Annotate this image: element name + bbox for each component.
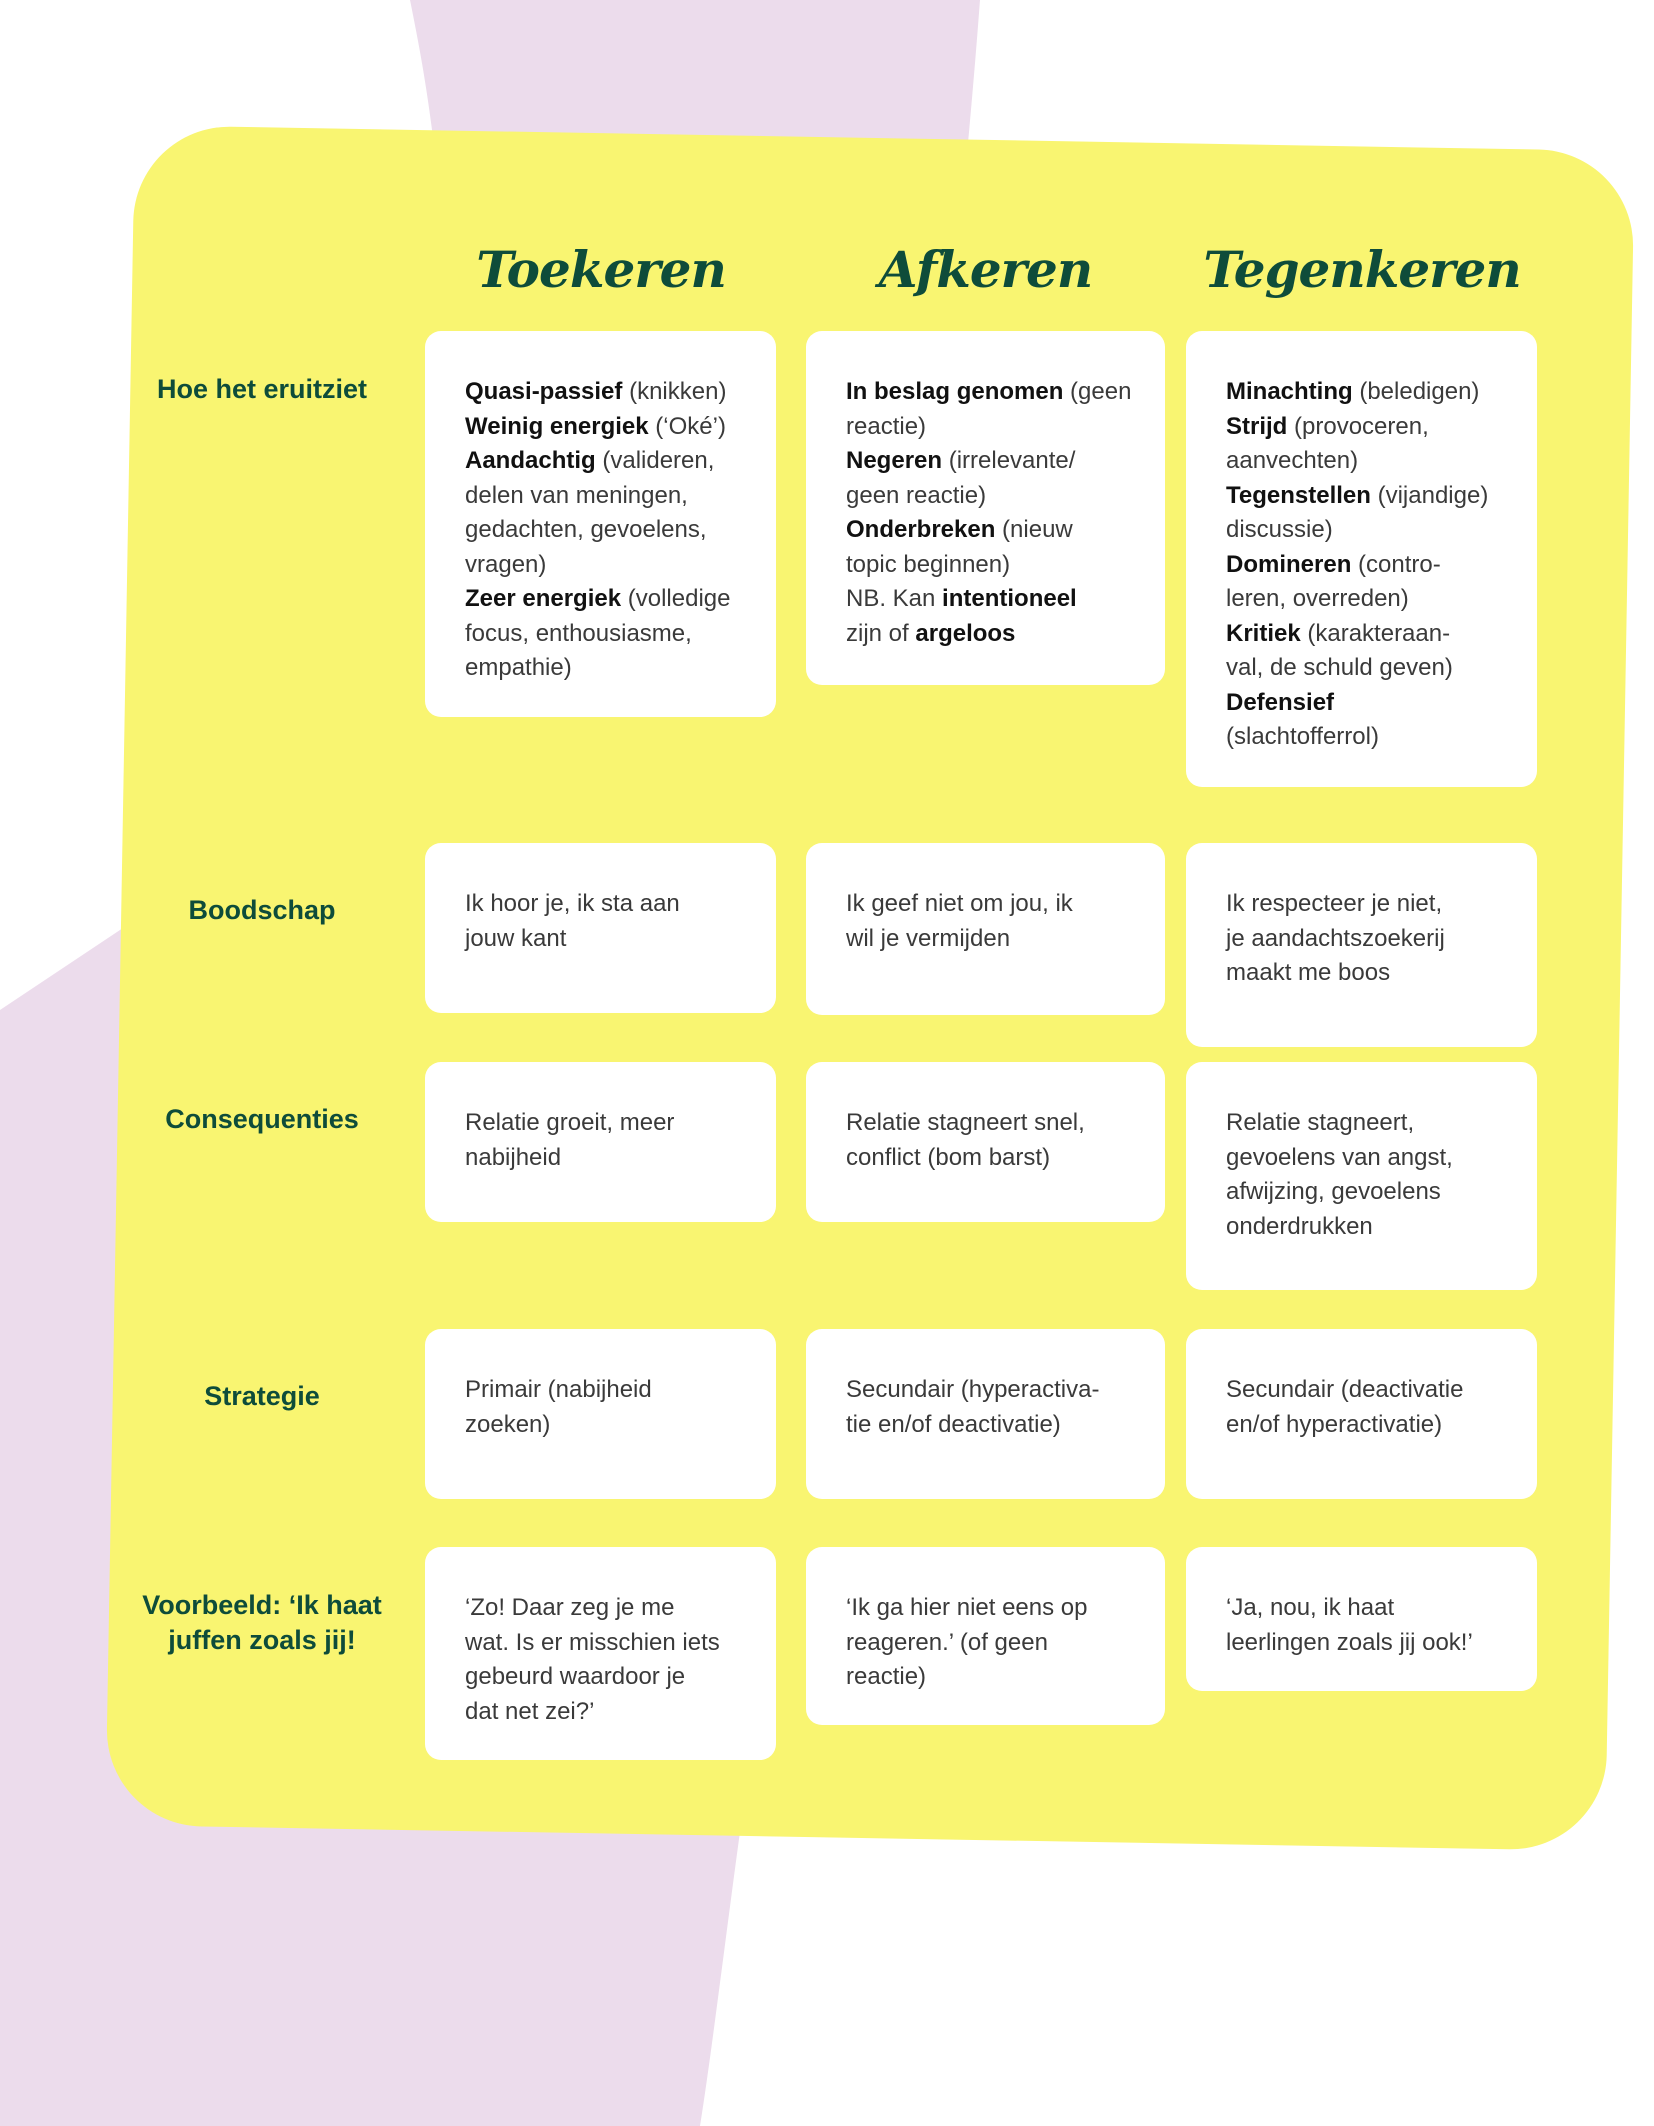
- term-text: wat. Is er misschien iets: [465, 1628, 720, 1656]
- cell-line: [846, 922, 1137, 957]
- term-text: gebeurd waardoor je: [465, 1663, 686, 1690]
- cell-line: [465, 444, 748, 479]
- term-bold: Weinig energiek: [465, 412, 649, 440]
- cell-line: [1226, 1141, 1509, 1176]
- term-text: dat net zei?’: [465, 1697, 595, 1725]
- cell-line: [846, 548, 1137, 583]
- term-text: Ik respecteer je niet,: [1226, 890, 1443, 917]
- cell-line: [465, 1408, 748, 1443]
- cell-example-tegenkeren: [1186, 1547, 1537, 1691]
- term-text: wil je vermijden: [846, 924, 1011, 952]
- term-text: Ik hoor je, ik sta aan: [465, 890, 680, 917]
- cell-line: [1226, 444, 1509, 479]
- cell-line: [465, 617, 748, 652]
- term-text: val, de schuld geven): [1226, 654, 1453, 681]
- term-text: focus, enthousiasme,: [465, 619, 692, 647]
- term-bold: argeloos: [915, 619, 1016, 647]
- cell-message-tegenkeren: [1186, 843, 1537, 1047]
- term-text: nabijheid: [465, 1143, 562, 1171]
- cell-line: [465, 513, 748, 548]
- cell-line: [1226, 1175, 1509, 1210]
- cell-line: [465, 1660, 748, 1695]
- term-text: ‘Ja, nou, ik haat: [1226, 1594, 1395, 1621]
- cell-line: [1226, 479, 1509, 514]
- term-text: NB. Kan: [846, 585, 943, 612]
- term-text: maakt me boos: [1226, 959, 1391, 986]
- cell-example-toekeren: [425, 1547, 776, 1760]
- term-text: (volledige: [621, 585, 731, 612]
- cell-line: [465, 887, 748, 922]
- cell-strategy-tegenkeren: [1186, 1329, 1537, 1499]
- cell-line: [1226, 582, 1509, 617]
- cell-appearance-toekeren: [425, 331, 776, 717]
- term-text: Ik geef niet om jou, ik: [846, 890, 1073, 917]
- term-text: afwijzing, gevoelens: [1226, 1178, 1441, 1205]
- term-text: ‘Ik ga hier niet eens op: [846, 1594, 1088, 1621]
- cell-line: [846, 1408, 1137, 1443]
- term-text: (karakteraan-: [1300, 619, 1451, 647]
- cell-line: [846, 887, 1137, 922]
- term-text: (nieuw: [995, 516, 1073, 543]
- term-text: (knikken): [622, 378, 727, 405]
- row-label-strategy: Strategie: [204, 1381, 320, 1411]
- term-bold: In beslag genomen: [846, 378, 1064, 405]
- cell-line: [846, 444, 1137, 479]
- row-label-message: Boodschap: [188, 895, 336, 925]
- term-text: (slachtofferrol): [1226, 723, 1379, 750]
- row-label-consequences: Consequenties: [165, 1104, 359, 1134]
- cell-line: [1226, 956, 1509, 991]
- cell-line: [846, 617, 1137, 652]
- cell-line: [846, 1660, 1137, 1695]
- term-text: zoeken): [465, 1410, 551, 1438]
- term-text: (valideren,: [595, 447, 715, 474]
- term-text: conflict (bom barst): [846, 1143, 1051, 1171]
- cell-consequences-afkeren: [806, 1062, 1165, 1222]
- term-text: jouw kant: [465, 924, 567, 952]
- cell-line: [465, 1141, 748, 1176]
- term-text: (contro-: [1351, 550, 1441, 578]
- term-bold: Onderbreken: [846, 516, 996, 543]
- term-text: leren, overreden): [1226, 585, 1409, 612]
- cell-line: [846, 1106, 1137, 1141]
- term-bold: Defensief: [1226, 688, 1335, 716]
- term-text: (irrelevante/: [942, 447, 1076, 474]
- term-text: topic beginnen): [846, 550, 1011, 578]
- term-bold: Aandachtig: [465, 447, 596, 474]
- cell-line: [1226, 887, 1509, 922]
- term-bold: Minachting: [1226, 378, 1353, 405]
- term-bold: Strijd: [1226, 412, 1288, 440]
- cell-line: [465, 1695, 748, 1730]
- cell-strategy-toekeren: [425, 1329, 776, 1499]
- term-text: (vijandige): [1370, 481, 1489, 509]
- cell-line: [1226, 513, 1509, 548]
- cell-line: [1226, 1591, 1509, 1626]
- cell-line: [465, 1591, 748, 1626]
- term-bold: Quasi-passief: [465, 378, 623, 405]
- cell-line: [1226, 1408, 1509, 1443]
- term-text: gevoelens van angst,: [1226, 1143, 1453, 1171]
- column-heading-afkeren: Afkeren: [878, 240, 1093, 299]
- term-text: ‘Zo! Daar zeg je me: [465, 1594, 675, 1621]
- term-text: geen reactie): [846, 481, 987, 509]
- cell-line: [1226, 617, 1509, 652]
- cell-appearance-tegenkeren: [1186, 331, 1537, 787]
- cell-line: [846, 582, 1137, 617]
- term-text: Primair (nabijheid: [465, 1376, 652, 1403]
- cell-line: [465, 479, 748, 514]
- term-text: Relatie stagneert,: [1226, 1109, 1415, 1136]
- cell-line: [846, 1141, 1137, 1176]
- cell-line: [846, 410, 1137, 445]
- cell-message-afkeren: [806, 843, 1165, 1015]
- cell-line: [846, 1626, 1137, 1661]
- term-text: (beledigen): [1352, 378, 1480, 405]
- term-bold: Tegenstellen: [1226, 481, 1371, 509]
- cell-appearance-afkeren: [806, 331, 1165, 685]
- cell-line: [1226, 1626, 1509, 1661]
- cell-line: [465, 651, 748, 686]
- cell-line: [1226, 548, 1509, 583]
- term-text: Secundair (hyperactiva-: [846, 1376, 1100, 1403]
- cell-consequences-tegenkeren: [1186, 1062, 1537, 1290]
- term-bold: Kritiek: [1226, 619, 1301, 647]
- term-text: discussie): [1226, 516, 1333, 543]
- cell-line: [465, 410, 748, 445]
- term-bold: Negeren: [846, 447, 943, 474]
- term-text: reactie): [846, 412, 927, 440]
- term-text: (‘Oké’): [648, 412, 726, 440]
- term-text: leerlingen zoals jij ook!’: [1226, 1628, 1473, 1656]
- cell-line: [846, 375, 1137, 410]
- cell-line: [1226, 720, 1509, 755]
- cell-strategy-afkeren: [806, 1329, 1165, 1499]
- term-text: aanvechten): [1226, 447, 1359, 474]
- term-text: je aandachtszoekerij: [1226, 924, 1445, 952]
- row-label-example: Voorbeeld: ‘Ik haat juffen zoals jij!: [142, 1590, 382, 1655]
- cell-line: [1226, 410, 1509, 445]
- cell-message-toekeren: [425, 843, 776, 1013]
- cell-line: [465, 1106, 748, 1141]
- cell-line: [465, 1373, 748, 1408]
- term-text: gedachten, gevoelens,: [465, 516, 707, 543]
- term-text: Secundair (deactivatie: [1226, 1376, 1464, 1403]
- row-label-appearance: Hoe het eruitziet: [156, 374, 368, 404]
- cell-example-afkeren: [806, 1547, 1165, 1725]
- cell-line: [1226, 651, 1509, 686]
- term-text: vragen): [465, 550, 547, 578]
- term-text: empathie): [465, 654, 572, 681]
- column-heading-toekeren: Toekeren: [476, 240, 726, 299]
- term-text: (geen: [1063, 378, 1132, 405]
- cell-line: [1226, 1106, 1509, 1141]
- cell-line: [1226, 686, 1509, 721]
- term-text: onderdrukken: [1226, 1212, 1373, 1240]
- cell-line: [846, 1591, 1137, 1626]
- cell-consequences-toekeren: [425, 1062, 776, 1222]
- cell-line: [465, 582, 748, 617]
- term-bold: Zeer energiek: [465, 585, 622, 612]
- term-bold: Domineren: [1226, 550, 1352, 578]
- cell-line: [1226, 1373, 1509, 1408]
- term-text: (provoceren,: [1287, 412, 1429, 440]
- cell-line: [465, 548, 748, 583]
- cell-line: [1226, 1210, 1509, 1245]
- term-bold: intentioneel: [942, 585, 1077, 612]
- cell-line: [1226, 375, 1509, 410]
- cell-line: [846, 1373, 1137, 1408]
- term-text: Relatie stagneert snel,: [846, 1109, 1085, 1136]
- column-heading-tegenkeren: Tegenkeren: [1203, 240, 1521, 299]
- cell-line: [465, 375, 748, 410]
- term-text: en/of hyperactivatie): [1226, 1410, 1443, 1438]
- cell-line: [846, 513, 1137, 548]
- cell-line: [465, 1626, 748, 1661]
- cell-line: [465, 922, 748, 957]
- term-text: delen van meningen,: [465, 481, 688, 509]
- term-text: zijn of: [846, 619, 916, 647]
- term-text: tie en/of deactivatie): [846, 1410, 1061, 1438]
- term-text: reageren.’ (of geen: [846, 1628, 1048, 1656]
- cell-line: [1226, 922, 1509, 957]
- cell-line: [846, 479, 1137, 514]
- term-text: reactie): [846, 1663, 927, 1690]
- term-text: Relatie groeit, meer: [465, 1109, 675, 1136]
